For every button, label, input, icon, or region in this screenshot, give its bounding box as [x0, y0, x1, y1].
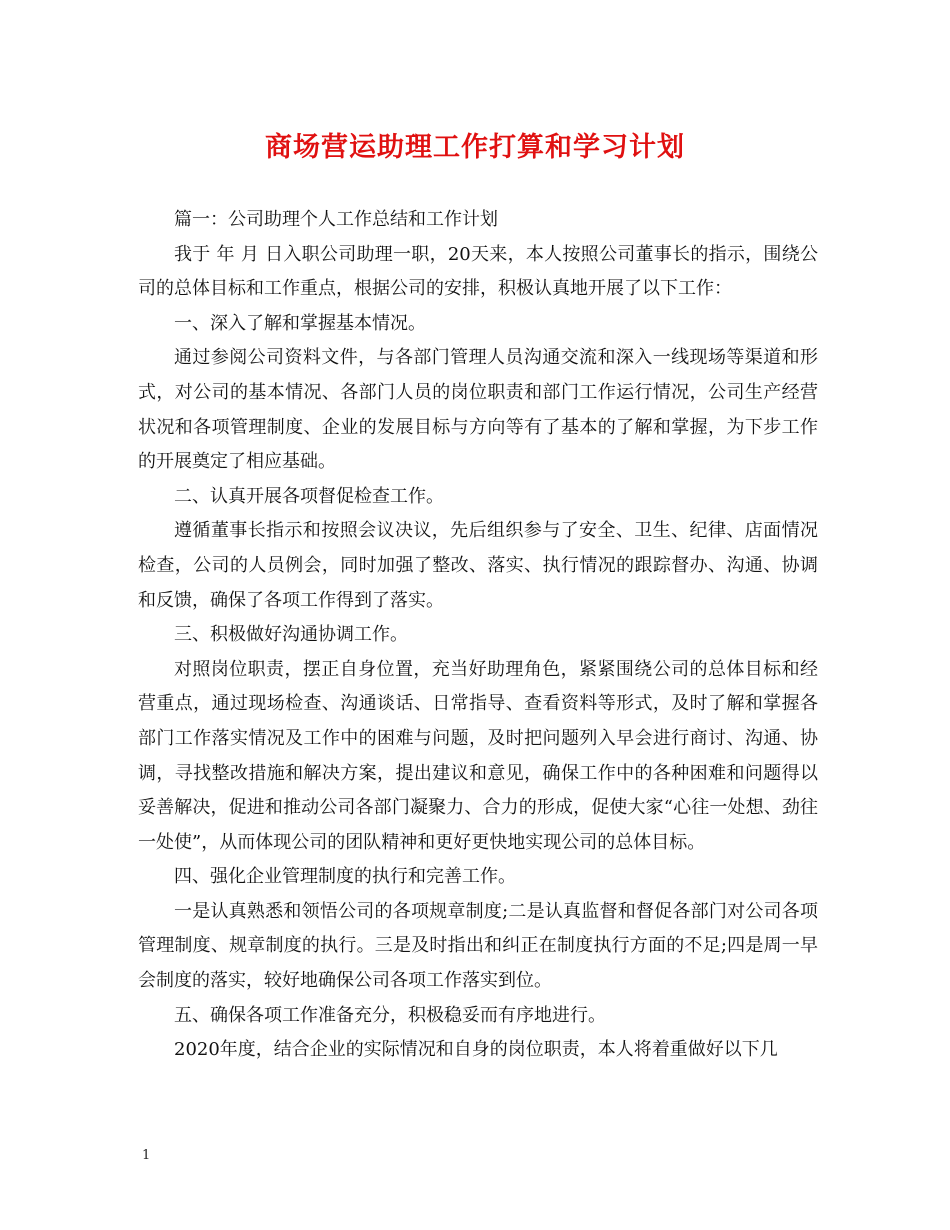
paragraph-intro: 我于 年 月 日入职公司助理一职，20天来，本人按照公司董事长的指示，围绕公司的总体目标和工作重点，根据公司的安排，积极认真地开展了以下工作：: [138, 243, 818, 300]
paragraph-section-3: 对照岗位职责，摆正自身位置，充当好助理角色，紧紧围绕公司的总体目标和经营重点，通过现场检查、沟通谈话、日常指导、查看资料等形式，及时了解和掌握各部门工作落实情况及工作中的困难与问题，及时把问题列入早会进行商讨、沟通、协调，寻找整改措施和解决方案，提出建议和意见，确保工作中的各种困难和问题得以妥善解决，促进和推动公司各部门凝聚力、合力的形成，促使大家“心往一处想、劲往一处使”，从而体现公司的团队精神和更好更快地实现公司的总体目标。: [138, 658, 818, 853]
section-heading-2: 二、认真开展各项督促检查工作。: [174, 485, 444, 507]
section-heading-5: 五、确保各项工作准备充分，积极稳妥而有序地进行。: [174, 1004, 606, 1026]
paragraph-section-1: 通过参阅公司资料文件，与各部门管理人员沟通交流和深入一线现场等渠道和形式，对公司的基本情况、各部门人员的岗位职责和部门工作运行情况，公司生产经营状况和各项管理制度、企业的发展目标与方向等有了基本的了解和掌握，为下步工作的开展奠定了相应基础。: [138, 347, 818, 473]
section-heading-3: 三、积极做好沟通协调工作。: [174, 624, 408, 646]
paragraph-section-2: 遵循董事长指示和按照会议决议，先后组织参与了安全、卫生、纪律、店面情况检查，公司的人员例会，同时加强了整改、落实、执行情况的跟踪督办、沟通、协调和反馈，确保了各项工作得到了落实。: [138, 520, 818, 611]
document-title: 商场营运助理工作打算和学习计划: [265, 132, 685, 163]
document-body: [138, 203, 818, 1068]
page-number: 1: [142, 1148, 151, 1163]
section-heading-1: 一、深入了解和掌握基本情况。: [174, 312, 426, 334]
paragraph-heading-part-one: 篇一：公司助理个人工作总结和工作计划: [174, 209, 498, 230]
paragraph-section-4: 一是认真熟悉和领悟公司的各项规章制度;二是认真监督和督促各部门对公司各项管理制度、规章制度的执行。三是及时指出和纠正在制度执行方面的不足;四是周一早会制度的落实，较好地确保公司各项工作落实到位。: [138, 900, 818, 992]
section-heading-4: 四、强化企业管理制度的执行和完善工作。: [174, 866, 516, 888]
paragraph-section-5: 2020年度，结合企业的实际情况和自身的岗位职责，本人将着重做好以下几: [174, 1039, 778, 1061]
